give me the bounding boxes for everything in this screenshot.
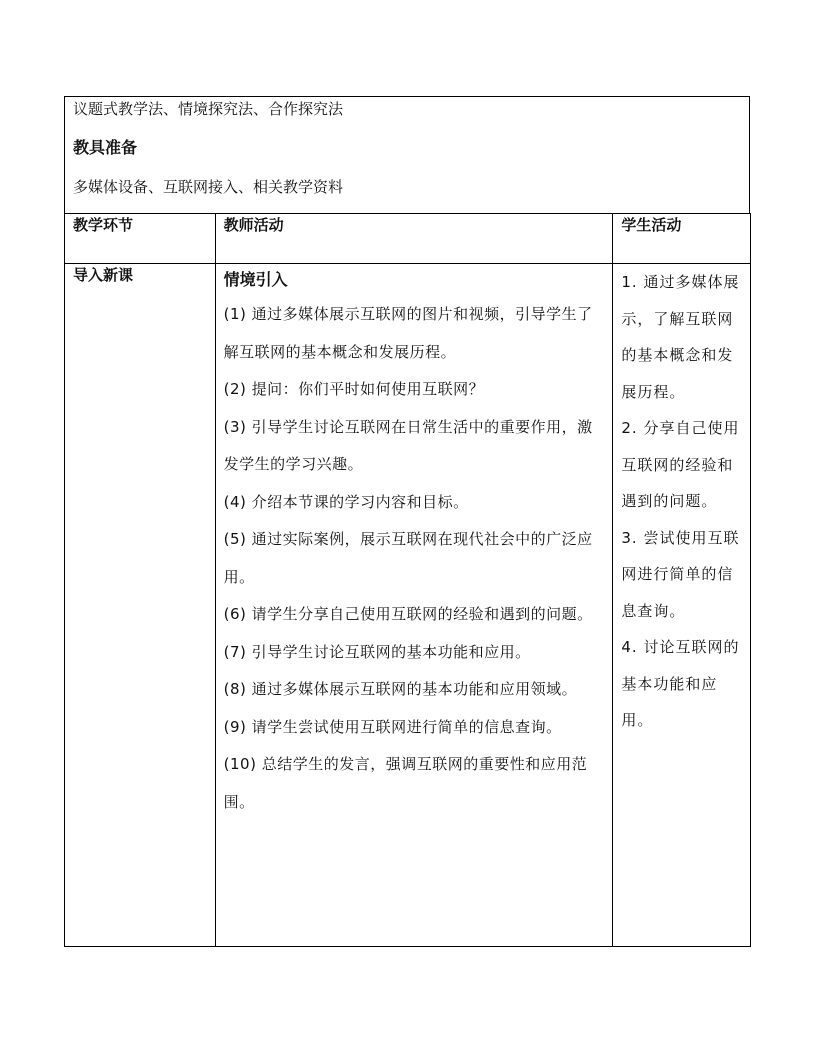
teacher-item: (3) 引导学生讨论互联网在日常生活中的重要作用，激发学生的学习兴趣。 (223, 417, 593, 473)
student-item: 3. 尝试使用互联网进行简单的信息查询。 (621, 528, 740, 620)
teaching-methods-box (64, 96, 750, 214)
teacher-item: (2) 提问：你们平时如何使用互联网？ (223, 380, 485, 398)
stage-label: 导入新课 (65, 264, 216, 947)
student-item: 4. 讨论互联网的基本功能和应用。 (621, 638, 740, 729)
teacher-activity-cell (215, 264, 613, 947)
teacher-activity-heading: 情境引入 (223, 270, 288, 289)
teacher-item: (6) 请学生分享自己使用互联网的经验和遇到的问题。 (223, 605, 593, 623)
teacher-item: (4) 介绍本节课的学习内容和目标。 (223, 492, 469, 511)
table-header-row (65, 214, 751, 264)
teacher-item: (8) 通过多媒体展示互联网的基本功能和应用领域。 (223, 680, 578, 698)
teacher-item: (10) 总结学生的发言，强调互联网的重要性和应用范围。 (223, 755, 588, 811)
lesson-plan-table (64, 213, 751, 947)
teacher-item: (9) 请学生尝试使用互联网进行简单的信息查询。 (223, 717, 562, 736)
teacher-item: (5) 通过实际案例，展示互联网在现代社会中的广泛应用。 (223, 530, 593, 586)
student-item: 1. 通过多媒体展示，了解互联网的基本概念和发展历程。 (621, 273, 740, 401)
header-teaching-stage: 教学环节 (65, 214, 216, 264)
student-activity-cell (613, 264, 751, 947)
header-teacher-activity: 教师活动 (215, 214, 613, 264)
teaching-methods-text: 议题式教学法、情境探究法、合作探究法 (73, 100, 344, 118)
materials-heading: 教具准备 (73, 138, 138, 157)
materials-text: 多媒体设备、互联网接入、相关教学资料 (73, 178, 344, 196)
table-row (65, 264, 751, 947)
header-student-activity: 学生活动 (613, 214, 751, 264)
student-item: 2. 分享自己使用互联网的经验和遇到的问题。 (621, 419, 740, 510)
teacher-item: (7) 引导学生讨论互联网的基本功能和应用。 (223, 642, 531, 661)
teacher-item: (1) 通过多媒体展示互联网的图片和视频，引导学生了解互联网的基本概念和发展历程。 (223, 305, 593, 361)
